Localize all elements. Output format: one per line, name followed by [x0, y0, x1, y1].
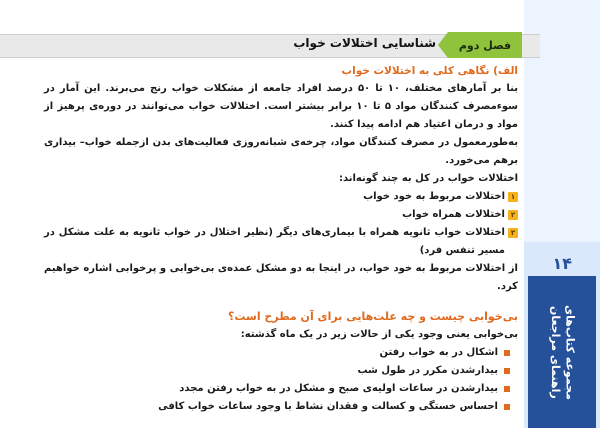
category-item	[44, 206, 518, 224]
category-item	[44, 188, 518, 206]
bullet-square-icon	[504, 350, 510, 356]
paragraph-1: بنا بر آمارهای مختلف، ۱۰ تا ۵۰ درصد افراد جامعه از مشکلات خواب رنج می‌برند. این آمار در سوءمصرف کنندگان مواد ۵ تا ۱۰ برابر بیشتر است. اختلالات خواب می‌توانند در دوره‌ی پرهیز از مواد و درمان اعتیاد هم ادامه پیدا کنند.	[44, 83, 518, 130]
definition: بی‌خوابی یعنی وجود یکی از حالات زیر در یک ماه گذشته:	[240, 329, 518, 340]
category-text: اختلالات همراه خواب	[402, 209, 505, 220]
bullet-square-icon	[504, 386, 510, 392]
number-badge: ۳	[508, 228, 518, 238]
subtitle: الف) نگاهی کلی به اختلالات خواب	[341, 65, 518, 77]
symptom-text: احساس خستگی و کسالت و فقدان نشاط با وجود ساعات خواب کافی	[158, 401, 498, 412]
symptom-text: اشکال در به خواب رفتن	[379, 347, 498, 358]
question-title: بی‌خوابی چیست و چه علت‌هایی برای آن مطرح است؟	[227, 310, 518, 323]
number-badge: ۲	[508, 210, 518, 220]
paragraph-3: اختلالات خواب در کل به چند گونه‌اند:	[338, 173, 518, 184]
category-item	[44, 224, 518, 260]
symptom-item	[44, 380, 510, 398]
bullet-square-icon	[504, 368, 510, 374]
paragraph-4: از اختلالات مربوط به خود خواب، در اینجا به دو مشکل عمده‌ی بی‌خوابی و پرخوابی اشاره خواهیم کرد.	[44, 263, 518, 292]
bullet-square-icon	[504, 404, 510, 410]
series-title-wrap	[528, 282, 596, 422]
symptom-item	[44, 362, 510, 380]
main-content	[44, 62, 518, 416]
chapter-tag: فصل دوم	[448, 32, 522, 58]
paragraph-2: به‌طورمعمول در مصرف کنندگان مواد، چرخه‌ی شبانه‌روزی فعالیت‌های بدن ازجمله خواب– بیداری برهم می‌خورد.	[44, 137, 518, 166]
symptom-item	[44, 344, 510, 362]
symptom-item	[44, 398, 510, 416]
number-badge: ۱	[508, 192, 518, 202]
category-text: اختلالات مربوط به خود خواب	[363, 191, 505, 202]
symptom-text: بیدارشدن مکرر در طول شب	[357, 365, 498, 376]
section-title: شناسایی اختلالات خواب	[293, 36, 436, 50]
page-number: ۱۴	[552, 254, 572, 273]
category-text: اختلالات خواب ثانویه همراه با بیماری‌های دیگر (نظیر اختلال در خواب ثانویه به علت مشکل در مسیر تنفس فرد)	[44, 227, 505, 256]
symptom-list	[44, 344, 510, 416]
series-title: مجموعه کتاب‌های راهنمای مراجعان	[549, 304, 577, 400]
symptom-text: بیدارشدن در ساعات اولیه‌ی صبح و مشکل در به خواب رفتن مجدد	[179, 383, 498, 394]
